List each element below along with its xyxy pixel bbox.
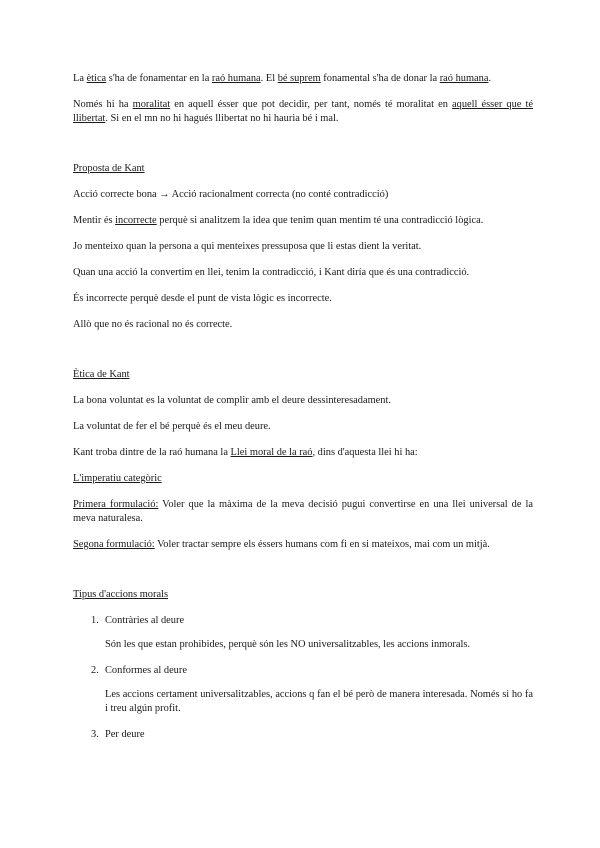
text: fonamental s'ha de donar la	[320, 73, 440, 84]
proposal-line-5: És incorrecte perquè desde el punt de vista lògic es incorrecte.	[73, 293, 332, 304]
list-item-title: Per deure	[105, 729, 145, 740]
ethics-line-3	[73, 446, 533, 460]
proposal-line-6: Allò que no és racional no és correcte.	[73, 319, 233, 330]
heading-etica-kant: Ètica de Kant	[73, 369, 130, 380]
proposal-line-1: Acció correcte bona → Acció racionalment correcta (no conté contradicció)	[73, 189, 389, 200]
underlined-etica: ètica	[86, 73, 107, 84]
text: perquè si analitzem la idea que tenim quan mentim té una contradicció lògica.	[156, 215, 484, 226]
underlined-be-suprem: bé suprem	[277, 73, 321, 84]
proposal-line-4: Quan una acció la convertim en llei, tenim la contradicció, i Kant diría que és una contradicció.	[73, 267, 470, 278]
text: .	[488, 73, 492, 84]
paragraph-ethics-reason	[73, 72, 533, 86]
label-segona-formulacio: Segona formulació:	[73, 539, 155, 550]
moral-actions-list	[73, 614, 533, 742]
primera-formulacio	[73, 498, 533, 526]
label-primera-formulacio: Primera formulació:	[73, 499, 159, 510]
ethics-line-2: La voluntat de fer el bé perquè és el meu deure.	[73, 421, 271, 432]
proposal-line-2	[73, 214, 533, 228]
underlined-rao-humana: raó humana	[211, 73, 261, 84]
text: en aquell ésser que pot decidir, per tant, només té moralitat en	[170, 99, 453, 110]
underlined-llei-moral: Llei moral de la raó	[230, 447, 313, 458]
text: Només hi ha	[73, 99, 133, 110]
text: s'ha de fonamentar en la	[106, 73, 212, 84]
underlined-incorrecte: incorrecte	[115, 215, 157, 226]
text: Mentir és	[73, 215, 116, 226]
text: Kant troba dintre de la raó humana la	[73, 447, 231, 458]
list-item-title: Contràries al deure	[105, 615, 185, 626]
list-item-title: Conformes al deure	[105, 665, 187, 676]
text: Voler que la màxima de la meva decisió pugui convertirse en una llei universal de la meva naturalesa.	[73, 499, 533, 524]
list-item	[73, 614, 533, 652]
underlined-moralitat: moralitat	[132, 99, 171, 110]
underlined-aquell-esser: aquell ésser que té llibertat	[73, 99, 533, 124]
text: Voler tractar sempre els éssers humans com fi en si mateixos, mai com un mitjà.	[154, 539, 490, 550]
text: . Si en el mn no hi hagués llibertat no hi hauria bé i mal.	[105, 113, 339, 124]
list-number: 2.	[91, 665, 99, 676]
underlined-rao-humana: raó humana	[439, 73, 489, 84]
paragraph-morality-freedom	[73, 98, 533, 126]
list-item	[73, 664, 533, 716]
ethics-line-1: La bona voluntat es la voluntat de complir amb el deure dessinteresadament.	[73, 395, 391, 406]
segona-formulacio	[73, 538, 533, 552]
list-item-description: Són les que estan prohibides, perquè són les NO universalitzables, les accions inmorals.	[105, 639, 471, 650]
text: La	[73, 73, 87, 84]
heading-tipus-accions: Tipus d'accions morals	[73, 589, 169, 600]
text: . El	[260, 73, 278, 84]
document-page	[73, 72, 533, 742]
list-number: 3.	[91, 729, 99, 740]
text: , dins d'aquesta llei hi ha:	[312, 447, 418, 458]
proposal-line-3: Jo menteixo quan la persona a qui menteixes pressuposa que li estas dient la veritat.	[73, 241, 422, 252]
list-item-description: Les accions certament universalitzables, accions q fan el bé però de manera interesada. Només si ho fa i treu algún profit.	[105, 689, 533, 714]
list-item	[73, 728, 533, 742]
imperatiu-categoric: L'imperatiu categòric	[73, 473, 162, 484]
list-number: 1.	[91, 615, 99, 626]
heading-proposta-kant: Proposta de Kant	[73, 163, 145, 174]
